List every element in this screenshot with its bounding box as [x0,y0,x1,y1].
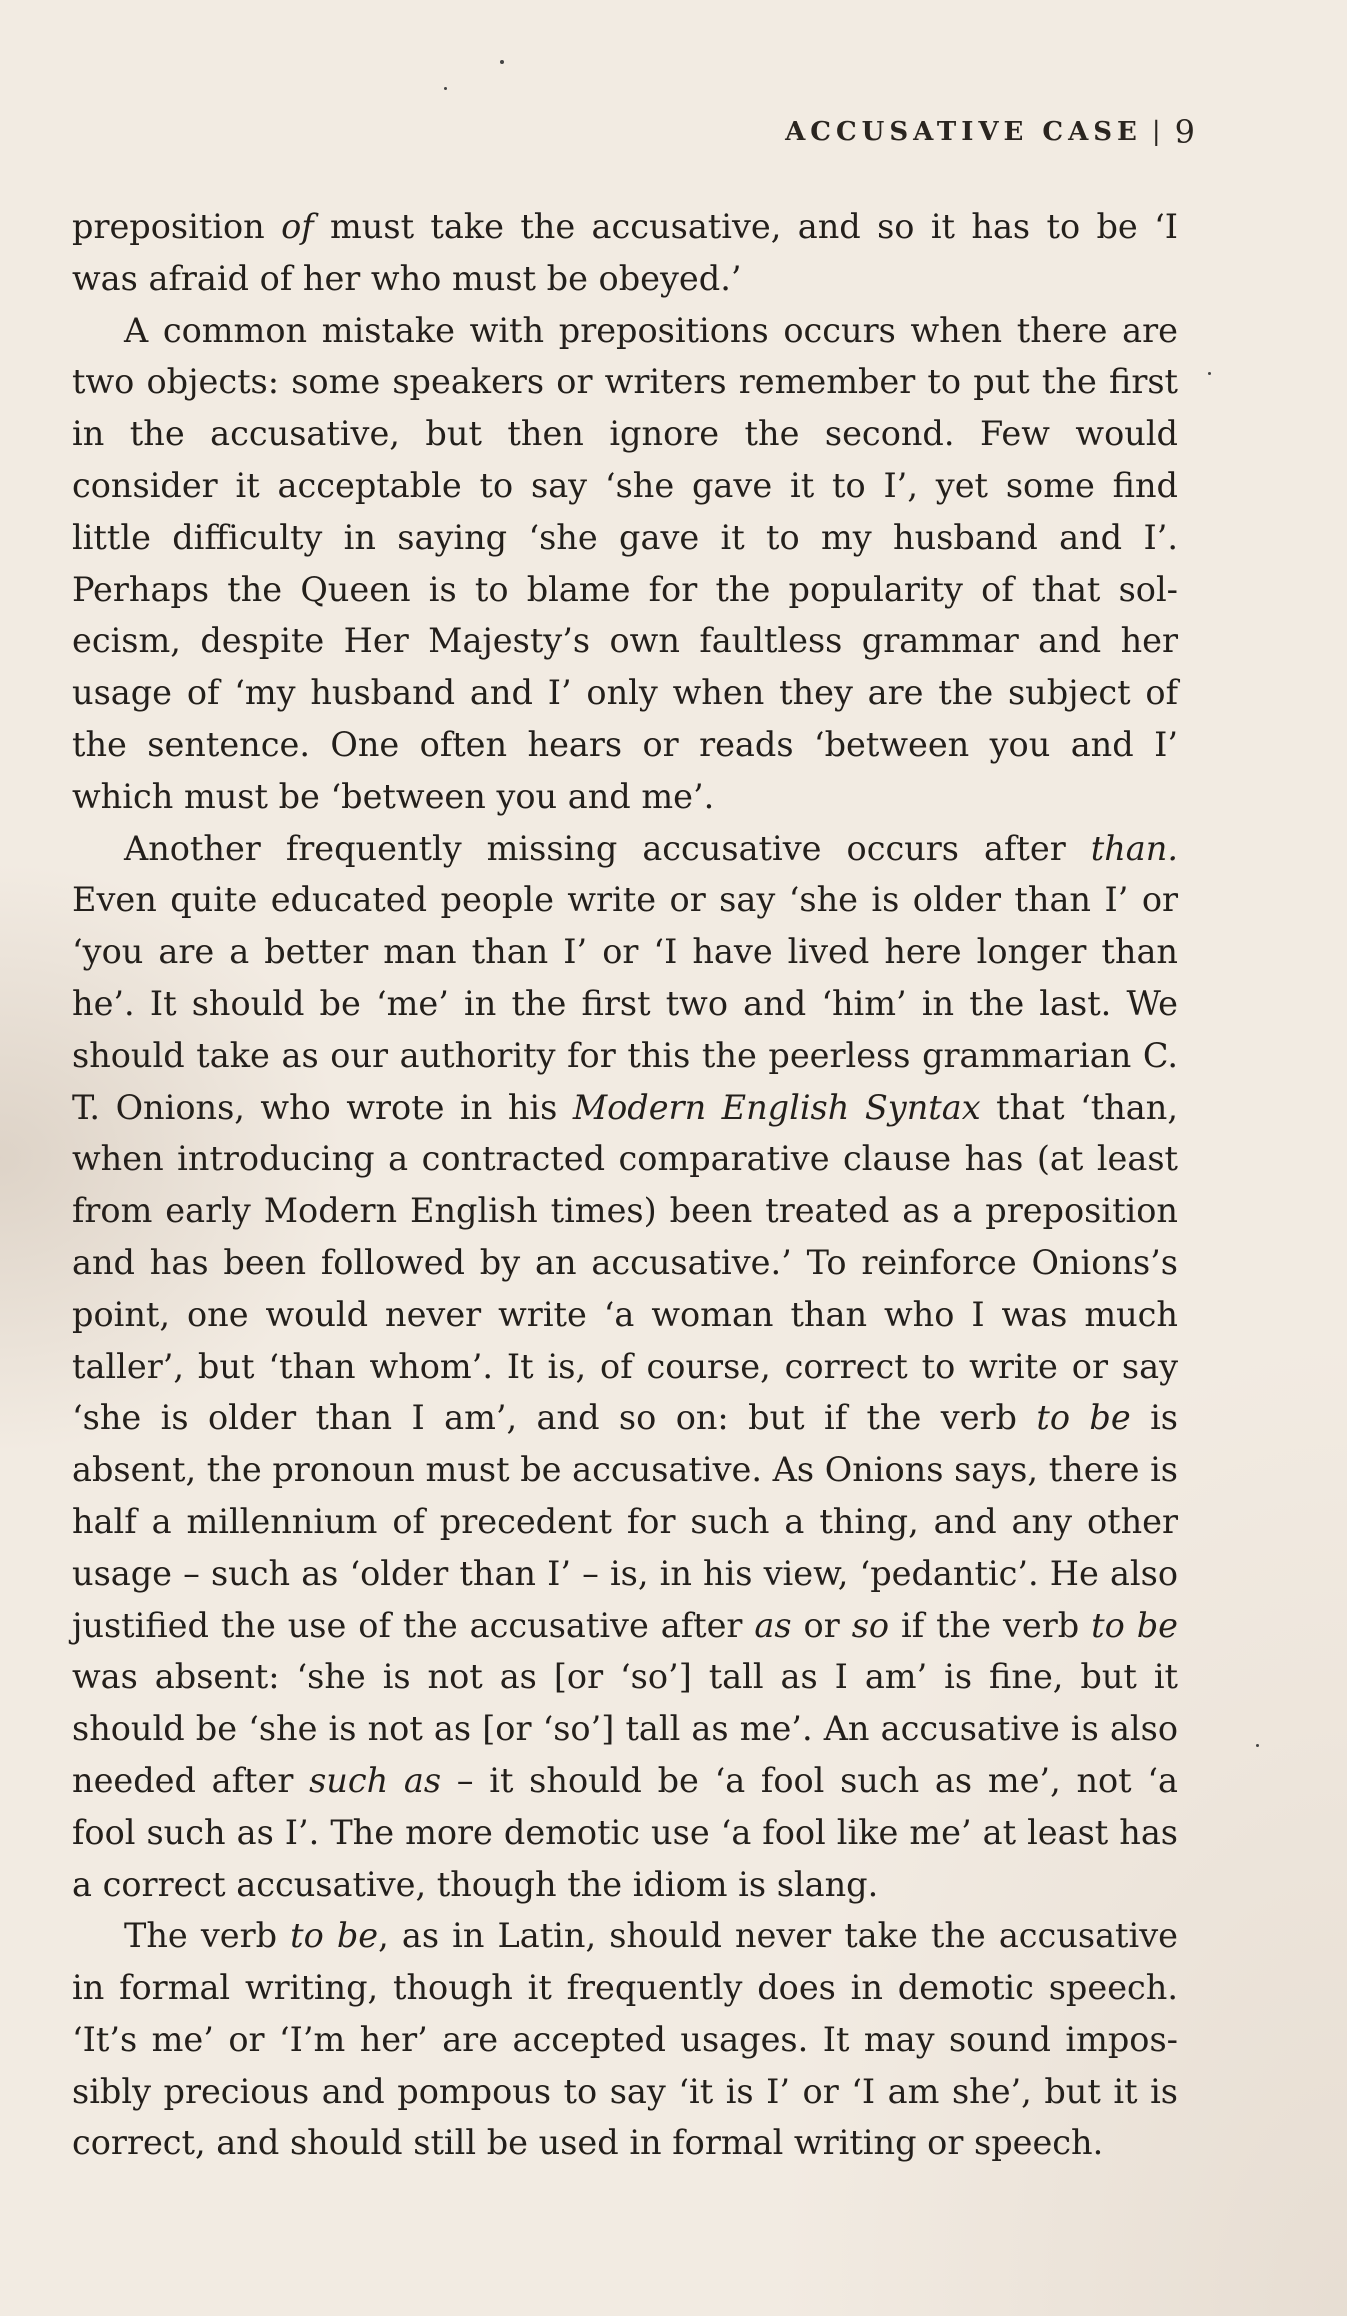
italic-text: to be [1036,1398,1131,1438]
text-run: was absent: ‘she is not as [or ‘so’] tall as I am’ is fine, but it should be ‘she is not as [or ‘so’] tall as me’. An accusative is also needed after [72,1657,1178,1800]
italic-text: as [754,1605,792,1645]
paper-speck [444,87,447,90]
italic-text: Modern English Syntax [572,1087,981,1127]
paragraph [72,201,1178,305]
text-run: , as in Latin, should never take the accusative in formal writing, though it frequently does in demotic speech. ‘It’s me’ or ‘I’m her’ are accepted usages. It may sound impossibly precious and pompous to say ‘it is I’ or ‘I am she’, but it is correct, and should still be used in formal writing or speech. [72,1916,1178,2163]
text-run: or [791,1605,852,1645]
text-run: must take the accusative, and so it has to be ‘I was afraid of her who must be obeyed.’ [72,207,1178,298]
page-number: 9 [1174,113,1195,151]
text-run: – it should be ‘a fool such as me’, not ‘a fool such as I’. The more demotic use ‘a fool like me’ at least has a correct accusative, though the idiom is slang. [72,1760,1178,1904]
body-text [72,201,1178,2169]
text-run: that ‘than, when introducing a contracted comparative clause has (at least from early Modern English times) been treated as a preposition and has been followed by an accusative.’ To reinforce Onions’s point, one would never write ‘a woman than who I was much taller’, but ‘than whom’. It is, of course, correct to write or say ‘she is older than I am’, and so on: but if the verb [72,1087,1179,1438]
italic-text: of [281,207,314,246]
italic-text: such as [309,1760,442,1800]
running-head [785,113,1195,151]
paragraph [72,1910,1178,2169]
italic-text: to be [290,1916,379,1956]
paper-speck [500,60,504,64]
paper-speck [1256,1744,1259,1747]
italic-text: to be [1091,1605,1179,1645]
paper-speck [1208,372,1211,375]
text-run: preposition [72,207,282,246]
paragraph [72,305,1178,823]
text-run: The verb [124,1916,291,1956]
text-run: Even quite educated people write or say ‘she is older than I’ or ‘you are a better man than I’ or ‘I have lived here longer than he’. It should be ‘me’ in the first two and ‘him’ in the last. We should take as our authority for this the peerless grammarian C. T. Onions, who wrote in his [72,880,1178,1127]
italic-text: than. [1090,828,1178,868]
italic-text: so [851,1605,890,1645]
text-run: A common mistake with prepositions occurs when there are two objects: some speakers or writers remember to put the first in the accusative, but then ignore the second. Few would consider it acceptable to say ‘she gave it to I’, yet some find little difficulty in saying ‘she gave it to my husband and I’. Perhaps the Queen is to blame for the popularity of that solecism, despite Her Majesty’s own faultless grammar and her usage of ‘my husband and I’ only when they are the subject of the sentence. One often hears or reads ‘between you and I’ which must be ‘between you and me’. [72,310,1178,816]
paragraph [72,823,1178,1911]
text-run: Another frequently missing accusative occurs after [124,828,1091,868]
text-run: if the verb [889,1605,1092,1645]
text-run: is absent, the pronoun must be accusative. As Onions says, there is half a millennium of precedent for such a thing, and any other usage – such as ‘older than I’ – is, in his view, ‘pedantic’. He also justified the use of the accusative after [72,1398,1178,1645]
running-head-separator: | [1151,117,1161,147]
running-title: ACCUSATIVE CASE [785,117,1142,147]
